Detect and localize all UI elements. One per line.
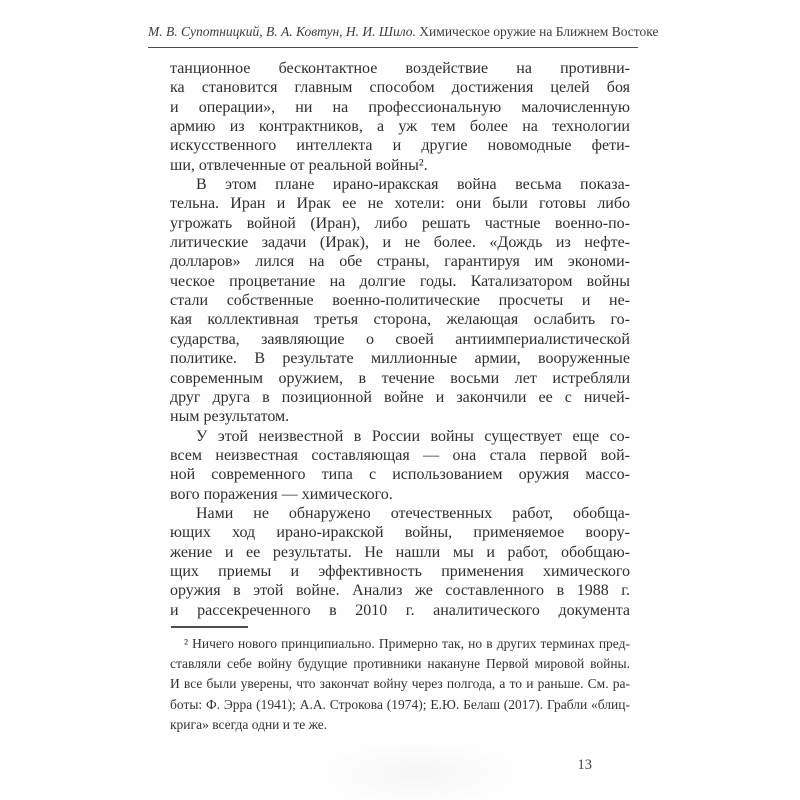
- text-line: В этом плане ирано-иракская война весьма показа-: [196, 176, 630, 194]
- running-header-authors: М. В. Супотницкий, В. А. Ковтун, Н. И. Шило.: [148, 24, 416, 39]
- text-line: ным результатом.: [170, 408, 290, 426]
- footnote-separator: [171, 626, 248, 628]
- footnote-line: крига» всегда одни и те же.: [170, 716, 328, 732]
- text-line: угрожать войной (Иран), либо решать частные военно-по-: [170, 214, 630, 232]
- text-line: ной современного типа с использованием оружия массо-: [170, 466, 630, 484]
- text-line: щих приемы и эффективность применения химического: [170, 562, 630, 580]
- footnote-line: ² Ничего нового принципиально. Примерно так, но в других терминах пред-: [184, 636, 630, 651]
- page-number: 13: [577, 757, 592, 773]
- text-line: современным оружием, в течение восьми лет истребляли: [170, 369, 630, 387]
- text-line: ющих ход ирано-иракской войны, применяемое воору-: [170, 524, 630, 542]
- footnote: [170, 634, 630, 735]
- text-line: долларов» лился на обе страны, гарантируя им экономи-: [170, 253, 630, 271]
- text-line: литические задачи (Ирак), и не более. «Дождь из нефте-: [170, 234, 630, 252]
- text-line: вого поражения — химического.: [170, 485, 393, 503]
- paragraph-2: [170, 175, 630, 426]
- footnote-line: боты: Ф. Эрра (1941); А.А. Строкова (1974); Е.Ю. Белаш (2017). Грабли «блиц-: [170, 696, 630, 712]
- text-line: ческое процветание на долгие годы. Катализатором войны: [170, 272, 630, 290]
- text-line: политике. В результате миллионные армии, вооруженные: [170, 350, 630, 368]
- text-line: кая коллективная третья сторона, желающая ослабить го-: [170, 311, 630, 329]
- footnote-line: ставляли себе войну будущие противники накануне Первой мировой войны.: [170, 656, 630, 672]
- paragraph-3: [170, 427, 630, 504]
- text-line: всем неизвестная составляющая — она стала первой вой-: [170, 446, 630, 464]
- text-line: ка становится главным способом достижения целей боя: [170, 79, 630, 97]
- text-line: стали собственные военно-политические просчеты и не-: [170, 292, 630, 310]
- body-text: [170, 59, 630, 620]
- text-line: друг друга в позиционной войне и закончили ее с ничей-: [170, 388, 630, 406]
- text-line: искусственного интеллекта и другие новомодные фети-: [170, 137, 630, 155]
- text-line: танционное бесконтактное воздействие на противни-: [170, 60, 630, 77]
- text-line: ши, отвлеченные от реальной войны².: [170, 156, 428, 174]
- running-header-book-title: Химическое оружие на Ближнем Востоке: [419, 24, 659, 39]
- text-line: сударства, заявляющие о своей антиимпериалистической: [170, 330, 630, 348]
- text-line: тельна. Иран и Ирак ее не хотели: они были готовы либо: [170, 195, 630, 213]
- footnote-line: И все были уверены, что закончат войну через полгода, а то и раньше. См. ра-: [170, 676, 630, 692]
- text-line: жение и ее результаты. Не нашли мы и работ, обобщаю-: [170, 543, 630, 561]
- text-line: и операции», ни на профессиональную малочисленную: [170, 98, 630, 116]
- text-line: Нами не обнаружено отечественных работ, обобща-: [196, 504, 630, 522]
- running-header: [148, 24, 659, 48]
- paragraph-1: [170, 59, 630, 175]
- text-line: У этой неизвестной в России войны существует еще со-: [196, 427, 630, 445]
- text-line: оружия в этой войне. Анализ же составленного в 1988 г.: [170, 582, 630, 600]
- paragraph-4: [170, 504, 630, 620]
- text-line: армию из контрактников, а уж тем более на технологии: [170, 118, 630, 136]
- text-line: и рассекреченного в 2010 г. аналитического документа: [170, 601, 630, 619]
